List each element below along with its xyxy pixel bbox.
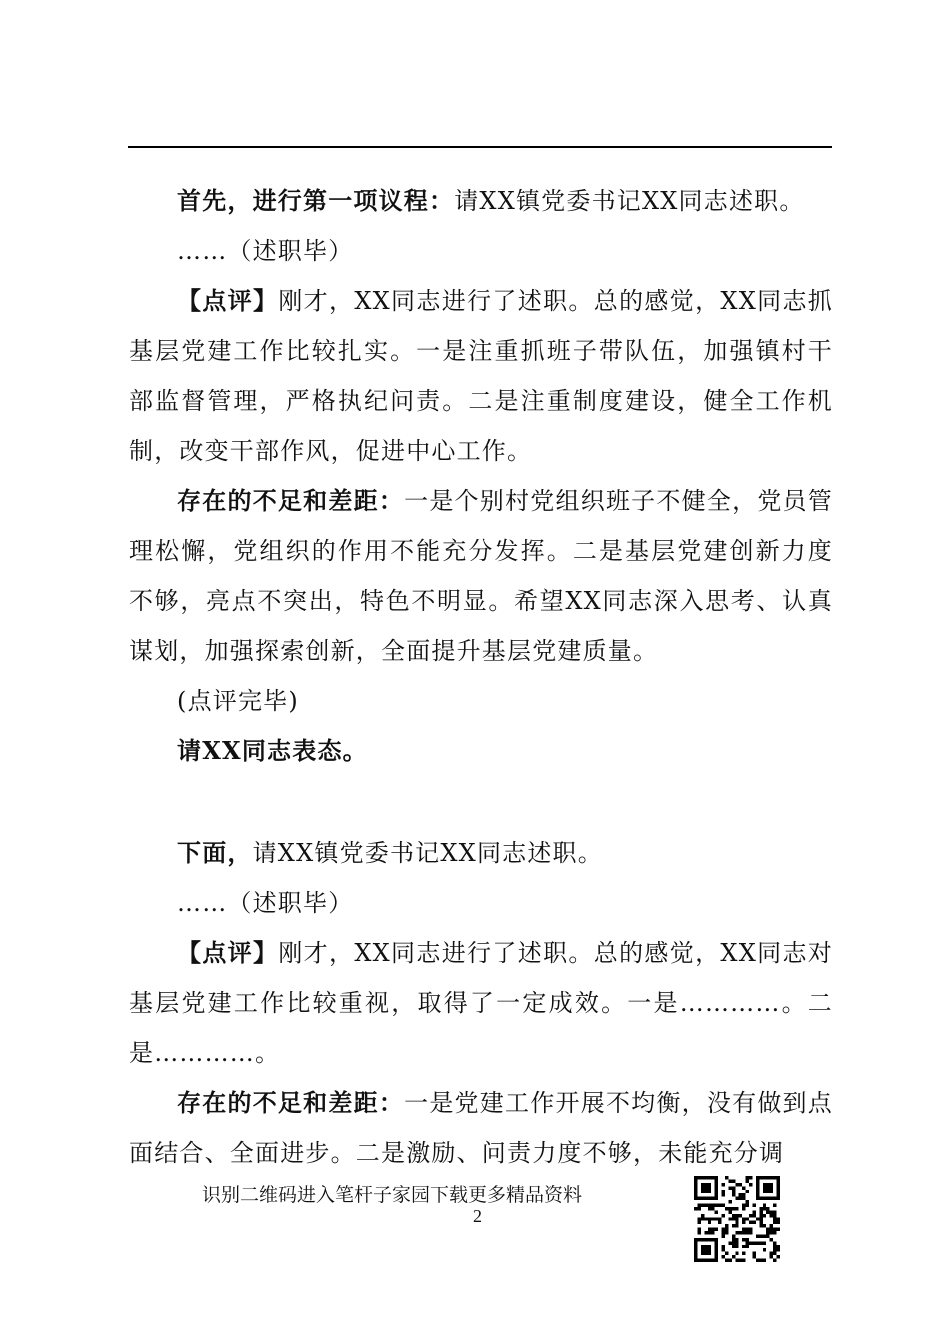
paragraph-text: 刚才，XX同志进行了述职。总的感觉，XX同志抓基层党建工作比较扎实。一是注重抓班子带队伍，加强镇村干部监督管理，严格执纪问责。二是注重制度建设，健全工作机制，改变干部作风，促进中心工作。 [129,287,833,465]
bold-lead: 存在的不足和差距： [177,486,405,515]
paragraph [129,176,833,226]
bold-lead: 存在的不足和差距： [177,1088,405,1117]
document-body [129,176,833,1178]
page-number: 2 [473,1206,482,1226]
paragraph: (点评完毕) [177,687,299,715]
paragraph [129,276,833,476]
paragraph [129,476,833,676]
paragraph [129,928,833,1078]
footer-promo-text: 识别二维码进入笔杆子家园下载更多精品资料 [202,1184,583,1206]
bold-lead: 【点评】 [177,286,279,315]
paragraph [129,726,833,776]
paragraph-text: 刚才，XX同志进行了述职。总的感觉，XX同志对基层党建工作比较重视，取得了一定成效。一是…………。二是…………。 [129,939,833,1067]
bold-lead: 【点评】 [177,938,279,967]
bold-lead: 首先，进行第一项议程： [177,186,455,215]
paragraph: ……（述职毕） [177,889,354,917]
paragraph [129,828,833,878]
paragraph-text: 一是党建工作开展不均衡，没有做到点面结合、全面进步。二是激励、问责力度不够，未能充分调 [129,1089,833,1167]
paragraph: ……（述职毕） [177,237,354,265]
paragraph-text: 请XX镇党委书记XX同志述职。 [252,839,603,867]
section-gap [129,776,833,828]
qr-code-icon[interactable] [694,1176,780,1262]
paragraph [129,1078,833,1178]
header-rule [128,146,832,148]
bold-lead: 请XX同志表态。 [177,736,368,765]
bold-lead: 下面， [177,838,253,867]
paragraph-text: 一是个别村党组织班子不健全，党员管理松懈，党组织的作用不能充分发挥。二是基层党建创新力度不够，亮点不突出，特色不明显。希望XX同志深入思考、认真谋划，加强探索创新，全面提升基层党建质量。 [129,487,833,665]
paragraph-text: 请XX镇党委书记XX同志述职。 [454,187,805,215]
